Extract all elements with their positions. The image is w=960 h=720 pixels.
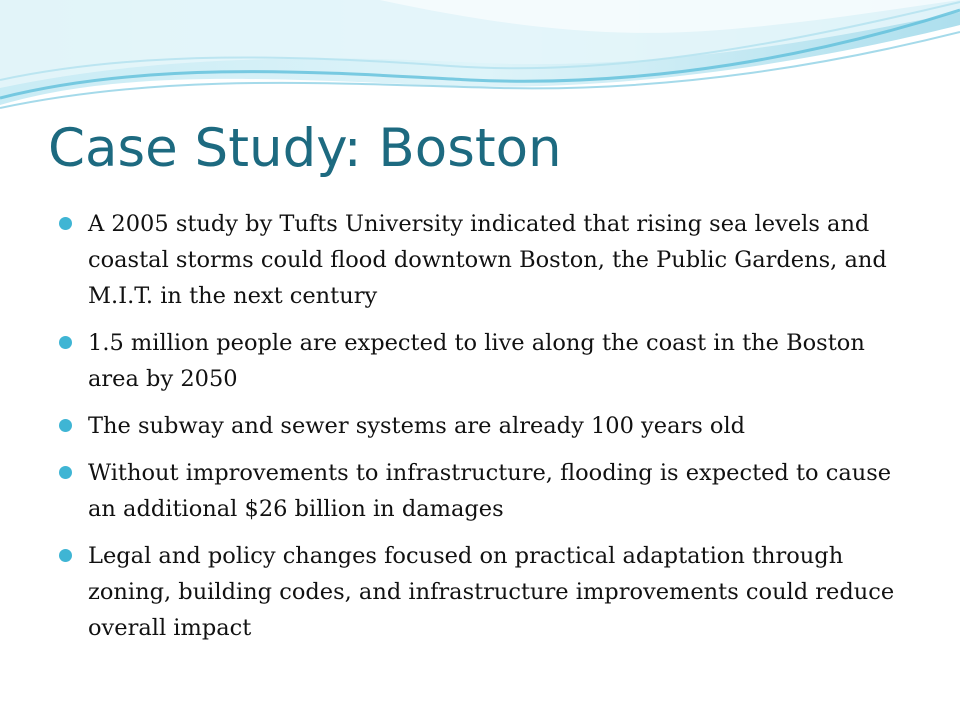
bullet-item — [58, 206, 908, 314]
bullet-item — [58, 325, 908, 397]
bullet-text: Legal and policy changes focused on practical adaptation through zoning, building codes, and infrastructure improvements could reduce overall impact — [88, 543, 895, 641]
bullet-dot-icon — [59, 466, 72, 479]
bullet-dot-icon — [59, 549, 72, 562]
bullet-text: 1.5 million people are expected to live along the coast in the Boston area by 2050 — [88, 330, 865, 392]
wave-banner-decoration — [0, 0, 960, 120]
bullet-item — [58, 538, 908, 646]
bullet-list — [58, 206, 908, 657]
bullet-dot-icon — [59, 217, 72, 230]
bullet-item — [58, 408, 908, 444]
bullet-text: The subway and sewer systems are already 100 years old — [88, 413, 746, 439]
bullet-item — [58, 455, 908, 527]
bullet-dot-icon — [59, 336, 72, 349]
bullet-text: A 2005 study by Tufts University indicated that rising sea levels and coastal storms could flood downtown Boston, the Public Gardens, and M.I.T. in the next century — [88, 211, 887, 309]
bullet-dot-icon — [59, 419, 72, 432]
bullet-text: Without improvements to infrastructure, flooding is expected to cause an additional $26 billion in damages — [88, 460, 892, 522]
slide-title: Case Study: Boston — [48, 118, 562, 179]
